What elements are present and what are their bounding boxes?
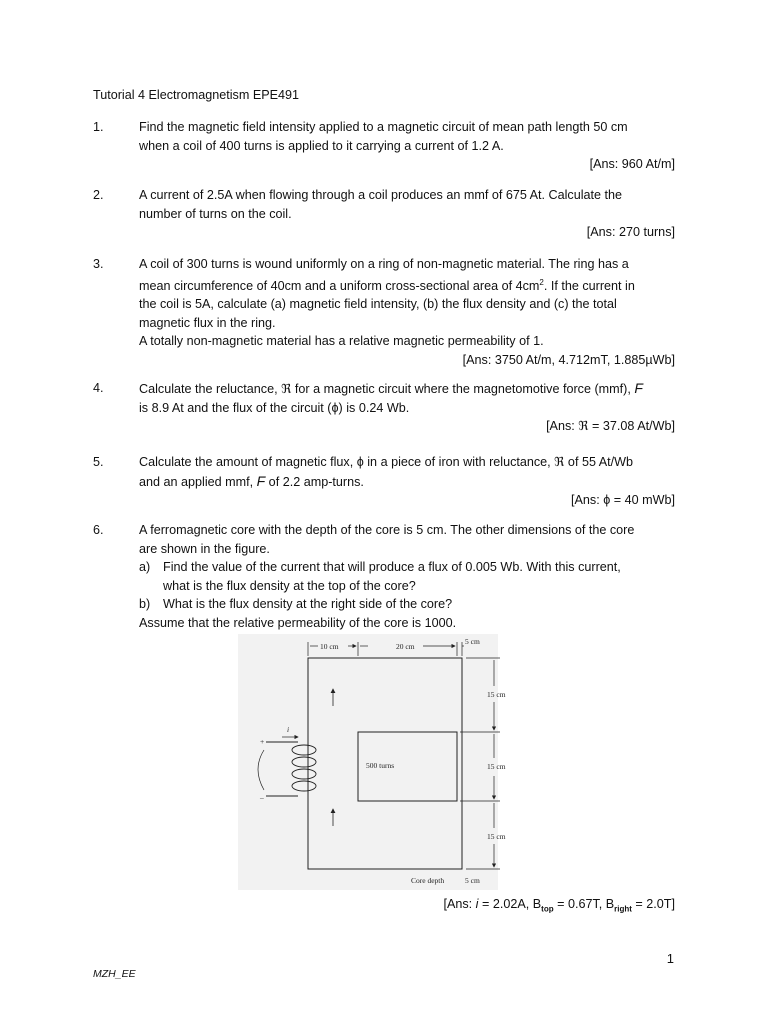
question-text: Calculate the amount of magnetic flux, ϕ in a piece of iron with reluctance, ℜ of 55 At/Wb <box>139 454 634 469</box>
dim-5cm: 5 cm <box>465 637 480 646</box>
core-figure <box>238 634 506 890</box>
question-text: number of turns on the coil. <box>139 206 292 221</box>
question-text: Assume that the relative permeability of the core is 1000. <box>139 615 457 630</box>
question-text: when a coil of 400 turns is applied to it carrying a current of 1.2 A. <box>139 138 504 153</box>
question-number: 2. <box>93 188 104 202</box>
question-number: 4. <box>93 381 104 395</box>
question-2 <box>93 186 675 242</box>
footer-author: MZH_EE <box>93 968 136 980</box>
page-number: 1 <box>666 951 674 966</box>
document-title: Tutorial 4 Electromagnetism EPE491 <box>93 88 300 102</box>
question-text: A totally non-magnetic material has a relative magnetic permeability of 1. <box>139 334 544 349</box>
sub-question-b: b) What is the flux density at the right side of the core? <box>139 597 453 611</box>
answer: [Ans: ϕ = 40 mWb] <box>571 493 675 507</box>
dim-15cm-middle: 15 cm <box>487 762 506 771</box>
question-text: is 8.9 At and the flux of the circuit (ϕ) is 0.24 Wb. <box>139 400 410 415</box>
sub-question-a: a) Find the value of the current that will produce a flux of 0.005 Wb. With this current, what is the flux density at the top of the core? <box>139 560 621 593</box>
question-text: and an applied mmf, F of 2.2 amp-turns. <box>139 472 364 489</box>
question-text: Calculate the reluctance, ℜ for a magnetic circuit where the magnetomotive force (mmf), F <box>139 380 643 396</box>
final-answer: [Ans: i = 2.02A, $B_{top} = 0.67T$, $B_{right} = 2.0T$] <box>443 897 675 914</box>
answer: [Ans: 3750 At/m, 4.712mT, 1.885µWb] <box>462 352 675 367</box>
core-depth-value: 5 cm <box>465 876 480 885</box>
plus-terminal: + <box>260 737 265 746</box>
question-4 <box>93 379 675 436</box>
core-diagram <box>238 634 506 890</box>
answer: [Ans: ℜ = 37.08 At/Wb] <box>546 418 675 433</box>
dim-20cm: 20 cm <box>396 642 415 651</box>
question-text: the coil is 5A, calculate (a) magnetic field intensity, (b) the flux density and (c) the total <box>139 297 617 312</box>
dim-15cm-bottom: 15 cm <box>487 832 506 841</box>
question-text: A ferromagnetic core with the depth of the core is 5 cm. The other dimensions of the core <box>139 523 635 537</box>
question-6 <box>93 521 675 632</box>
question-number: 1. <box>93 120 104 134</box>
question-1 <box>93 118 675 174</box>
question-text: A current of 2.5A when flowing through a coil produces an mmf of 675 At. Calculate the <box>139 188 623 202</box>
dim-15cm-top: 15 cm <box>487 690 506 699</box>
turns-label: 500 turns <box>366 761 395 770</box>
question-text: A coil of 300 turns is wound uniformly on a ring of non-magnetic material. The ring has a <box>139 257 629 271</box>
question-text: magnetic flux in the ring. <box>139 315 276 330</box>
question-text: mean circumference of 40cm and a uniform cross-sectional area of $4cm^2$. If the current in <box>139 277 635 293</box>
current-label: i <box>287 725 290 734</box>
core-depth-label: Core depth <box>411 876 445 885</box>
question-5 <box>93 453 675 510</box>
question-text: Find the magnetic field intensity applied to a magnetic circuit of mean path length 50 cm <box>139 120 628 134</box>
minus-terminal: – <box>260 793 264 802</box>
question-text: are shown in the figure. <box>139 541 270 556</box>
question-3 <box>93 255 675 369</box>
question-number: 6. <box>93 523 104 537</box>
dim-10cm: 10 cm <box>320 642 339 651</box>
voltage-arc <box>258 750 264 790</box>
answer: [Ans: 270 turns] <box>586 225 675 239</box>
question-number: 3. <box>93 257 104 271</box>
question-number: 5. <box>93 455 104 469</box>
answer: [Ans: 960 At/m] <box>589 157 675 171</box>
